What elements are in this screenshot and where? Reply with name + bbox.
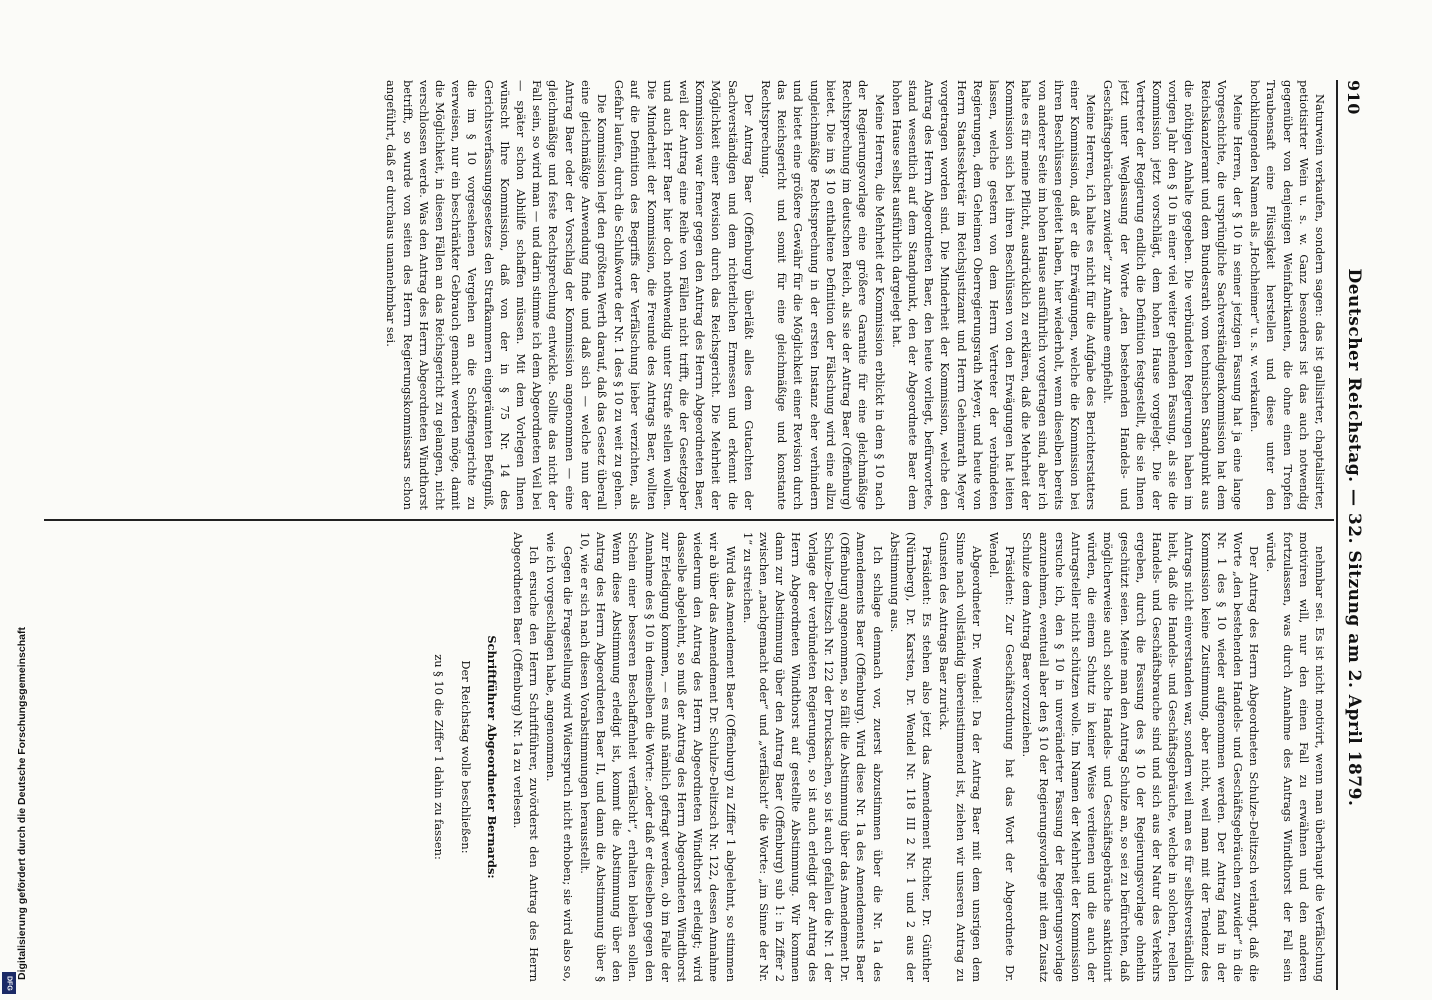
digitization-credit — [2, 600, 28, 980]
paragraph: Wird das Amendement Baer (Offenburg) zu Ziffer 1 abgelehnt, so stimmen wir ab über das Amendement Dr. Schulze-Delitzsch Nr. 122, dessen Annahme wiederum den Antrag des Herrn Abgeordneten Windthorst erledigt; wird dasselbe abgelehnt, so muß der Antrag des Herrn Abgeordneten Windthorst zur Erledigung kommen, — es muß nämlich gefragt werden, ob im Falle der Annahme des § 10 in demselben die Worte: „oder daß er dieselben gegen den Schein einer besseren Beschaffenheit verfälscht“, erhalten bleiben sollen. Wenn diese Abstimmung erledigt ist, kommt die Abstimmung über den Antrag des Herrn Abgeordneten Baer II, und dann die Abstimmung über § 10, wie er sich nach diesen Vorabstimmungen herausstellt. — [577, 532, 738, 982]
motion-text: zu § 10 die Ziffer 1 dahin zu fassen: — [432, 654, 447, 860]
paragraph: Präsident: Zur Geschäftsordnung hat das Wort der Abgeordnete Dr. Wendel. — [986, 532, 1018, 982]
header-rule — [1336, 80, 1338, 990]
motion-intro: Der Reichstag wolle beschließen: — [458, 660, 473, 854]
paragraph: Abgeordneter Dr. Wendel: Da der Antrag Baer mit dem unsrigen dem Sinne nach vollständig übereinstimmend ist, ziehen wir unseren Antrag zu Gunsten des Antrags Baer zurück. — [937, 532, 984, 982]
paragraph: Meine Herren, die Mehrheit der Kommission erblickt in dem § 10 nach der Regierungsvorlage eine größere Garantie für eine gleichmäßige Rechtsprechung im deutschen Reich, als sie der Antrag Baer (Offenburg) bietet. Die im § 10 enthaltene Definition der Fälschung wird eine allzu ungleichmäßige Rechtsprechung in der ersten Instanz eher verhindern und bietet eine größere Gewähr für die Möglichkeit einer Revision durch das Reichsgericht und somit für eine gleichmäßige und konstante Rechtsprechung. — [759, 80, 887, 510]
paragraph: Meine Herren, ich halte es nicht für die Aufgabe des Berichterstatters einer Kommission, daß er die Erwägungen, welche die Kommission bei ihren Beschlüssen geleitet haben, hier wiederholt, wenn dieselben bereits von anderer Seite im hohen Hause ausführlich vorgetragen sind, aber ich halte es für meine Pflicht, ausdrücklich zu erklären, daß die Mehrheit der Kommission sich bei ihren Beschlüssen von den Erwägungen hat leiten lassen, welche gestern von dem Herrn Vertreter der verbündeten Regierungen, dem Geheimen Oberregierungsrath Meyer, und heute von Herrn Staatssekretär im Reichsjustizamt und Herrn Geheimrath Meyer vorgetragen worden sind. Die Minderheit der Kommission, welche den Antrag des Herrn Abgeordneten Baer, den heute vorliegt, befürwortete, stand wesentlich auf dem Standpunkt, den der Abgeordnete Baer dem hohen Hause selbst ausführlich dargelegt hat. — [889, 80, 1099, 510]
rotated-document-sheet — [38, 70, 1368, 1000]
paragraph: Meine Herren, der § 10 in seiner jetzigen Fassung hat ja eine lange Vorgeschichte, die ursprüngliche Sachverständigenkommission hat dem Reichskanzleramt und dem Bundesrath vom technischen Standpunkt aus die nöthigen Anhalte gegeben. Die verbündeten Regierungen haben im vorigen Jahr den § 10 in einer viel weiter gehenden Fassung, als sie die Kommission jetzt vorschlägt, dem hohen Hause vorgelegt. Die der Vertreter der Regierung endlich die Definition festgestellt, die sie Ihnen jetzt unter Weglassung der Worte „den bestehenden Handels- und Geschäftsgebräuchen zuwider“ zur Annahme empfiehlt. — [1101, 80, 1245, 510]
speaker-label: Schriftführer Abgeordneter Bernards: — [484, 635, 499, 879]
dfg-logo-text: DFG — [5, 975, 13, 991]
dfg-logo — [2, 972, 16, 994]
paragraph: Der Antrag des Herrn Abgeordneten Schulze-Delitzsch verlangt, daß die Worte „den bestehenden Handels- und Geschäftsgebräuchen zuwider“ in die Nr. 1 des § 10 wieder aufgenommen werden. Der Antrag fand in der Kommission keine Zustimmung, aber nicht, weil man mit der Tendenz des Antrags nicht einverstanden war, sondern weil man es für selbstverständlich hielt, daß die Handels- und Geschäftsgebräuche, welche in solchen, reellen Handels- und Geschäftsbrauche sind und sich aus der Natur des Verkehrs ergeben, durch die Fassung des § 10 der Regierungsvorlage ohnehin geschützt seien. Meine man den Antrag Schulze an, so sei zu befürchten, daß möglicherweise auch solche Handels- und Geschäftsgebräuche sanktionirt würden, die einem Schutz in keiner Weise verdienen und die auch der Antragsteller nicht schützen wolle. Im Namen der Mehrheit der Kommission ersuche ich, den § 10 in unveränderter Fassung der Regierungsvorlage anzunehmen, eventuell aber den § 10 der Regierungsvorlage mit dem Zusatz Schulze dem Antrag Baer vorzuziehen. — [1020, 532, 1262, 982]
paragraph: Ich schlage demnach vor, zuerst abzustimmen über die Nr. 1a des Amendements Baer (Offenburg). Wird diese Nr. 1a des Amendements Baer (Offenburg) angenommen, so fällt die Abstimmung über das Amendement Dr. Schulze-Delitzsch Nr. 122 der Drucksachen, so ist auch gefallen die Nr. 1 der Vorlage der verbündeten Regierungen, so ist auch erledigt der Antrag des Herrn Abgeordneten Windthorst auf gestellte Abstimmung. Wir kommen dann zur Abstimmung über den Antrag Baer (Offenburg) sub 1: in Ziffer 2 zwischen „nachgemacht oder“ und „verfälscht“ die Worte: „im Sinne der Nr. 1“ zu streichen. — [740, 532, 885, 982]
paragraph: Gegen die Fragestellung wird Widerspruch nicht erhoben; sie wird also so, wie ich vorgeschlagen habe, angenommen. — [544, 532, 575, 982]
paragraph: Die Kommission legt den größten Werth darauf, daß das Gesetz überall eine gleichmäßige Anwendung finde und daß sich — welche nun der Antrag Baer oder der Vorschlag der Kommission angenommen — eine gleichmäßige und feste Rechtsprechung entwickle. Sollte das nicht der Fall sein, so wird man — und darin stimme ich dem Abgeordneten Veil bei — später schon Abhilfe schaffen müssen. Mit dem Vorlegen Ihnen wünscht Ihre Kommission, daß von der in § 75 Nr. 14 des Gerichtsverfassungsgesetzes den Strafkammern eingeräumten Befugniß, die im § 10 vorgesehenen Vergehen an die Schöffengerichte zu verweisen, nur ein beschränkter Gebrauch gemacht werden möge, damit die Möglichkeit, in diesen Fällen an das Reichsgericht zu gelangen, nicht verschlossen werde. Was den Antrag des Herrn Abgeordneten Windthorst betrifft, so wurde von seiten des Herrn Regierungskommissars schon angeführt, daß er durchaus unannehmbar sei. — [384, 80, 610, 510]
paragraph: Ich ersuche den Herrn Schriftführer, zuvörderst den Antrag des Herrn Abgeordneten Baer (Offenburg) Nr. 1a zu verlesen. — [511, 532, 542, 982]
paragraph: Der Antrag Baer (Offenburg) überläßt alles dem Gutachten der Sachverständigen und dem richterlichen Ermessen und erkennt die Möglichkeit einer Revision durch das Reichsgericht. Die Mehrheit der Kommission war ferner gegen den Antrag des Herrn Abgeordneten Baer, weil der Antrag eine Reihe von Fällen nicht trifft, die der Gesetzgeber und auch Herr Baer hier doch nothwendig unter Strafe stellen wollen. Die Minderheit der Kommission, die Freunde des Antrags Baer, wollten auf die Definition des Begriffs der Verfälschung lieber verzichten, als Gefahr laufen, durch die Schlußworte der Nr. 1 des § 10 zu weit zu gehen. — [612, 80, 756, 510]
column-divider — [44, 519, 1334, 521]
page-header — [1340, 80, 1368, 990]
page-title: Deutscher Reichstag. — 32. Sitzung am 2. April 1879. — [1344, 268, 1364, 807]
credit-text: Digitalisierung gefördert durch die Deutsche Forschungsgemeinschaft — [16, 627, 28, 980]
paragraph: nehmbar sei. Es ist nicht motivirt, wenn man überhaupt die Verfälschung motiviren will, nur den einen Fall zu erwähnen und den anderen fortzulassen, was durch Annahme des Antrags Windthorst der Fall sein würde. — [1264, 532, 1327, 982]
right-column — [58, 532, 1328, 982]
left-column — [58, 80, 1328, 510]
page-number: 910 — [1344, 80, 1364, 115]
paragraph: Naturwein verkaufen, sondern sagen: das ist gallisirter, chaptalisirter, petiotisirter Wein u. s. w. Ganz besonders ist das auch notwendig gegenüber von denjenigen Weinfabrikanten, die ohne einen Tropfen Traubensaft eine Flüssigkeit herstellen und diese unter den hochklingenden Namen als „Hochheimer“ u. s. w. verkaufen. — [1248, 80, 1327, 510]
paragraph: Präsident: Es stehen also jetzt das Amendement Richter, Dr. Günther (Nürnberg), Dr. Karsten, Dr. Wendel Nr. 118 III 2 Nr. 1 und 2 aus der Abstimmung aus. — [887, 532, 935, 982]
